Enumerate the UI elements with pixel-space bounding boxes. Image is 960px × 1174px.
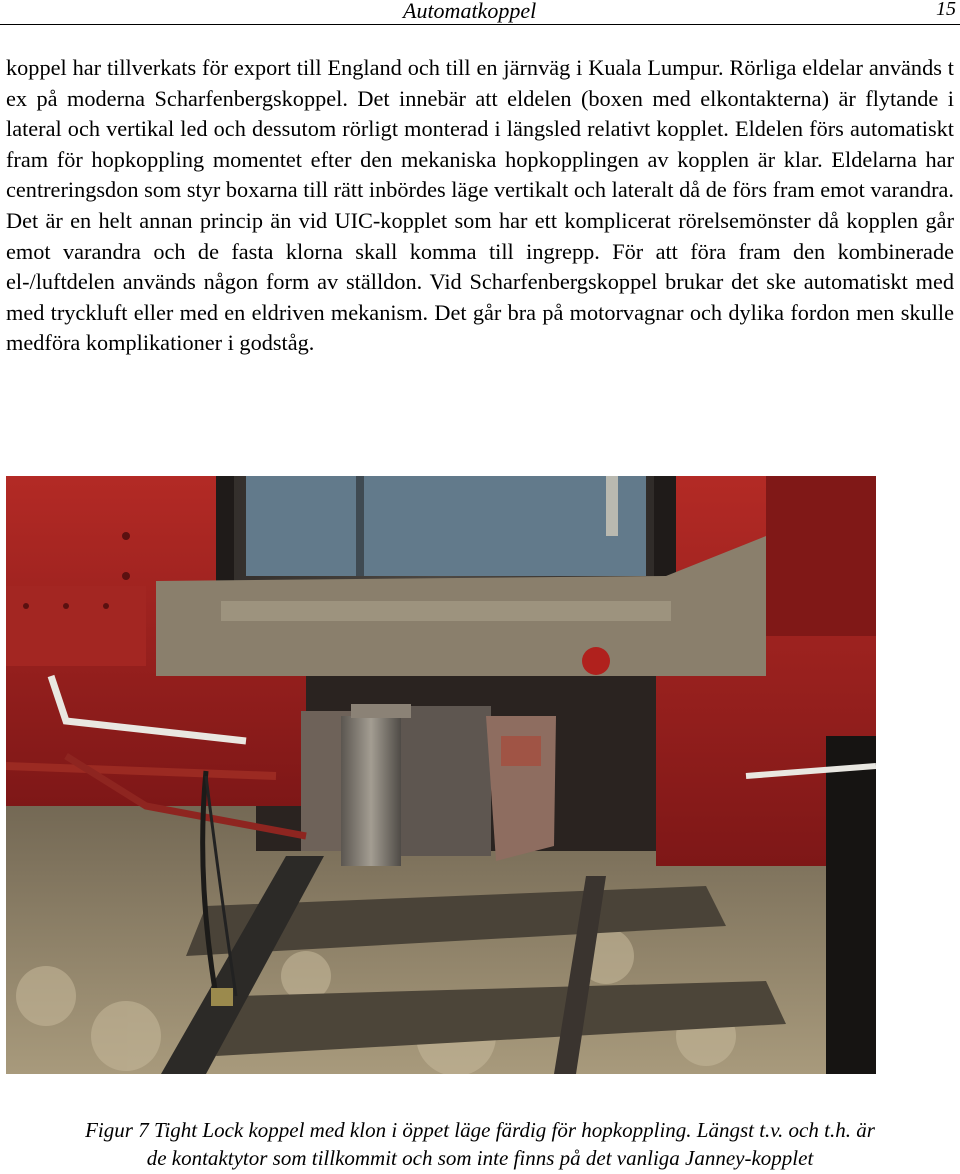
page-header [0, 0, 960, 25]
figure-caption [0, 1116, 960, 1172]
page-number: 15 [936, 0, 956, 20]
caption-line-2: de kontaktytor som tillkommit och som inte finns på det vanliga Janney-kopplet [146, 1146, 814, 1170]
header-title: Automatkoppel [403, 0, 537, 23]
coupler-photo [6, 476, 876, 1074]
caption-line-1: Figur 7 Tight Lock koppel med klon i öppet läge färdig för hopkoppling. Längst t.v. och t.h. är [85, 1118, 875, 1142]
body-paragraph: koppel har tillverkats för export till England och till en järnväg i Kuala Lumpur. Rörliga eldelar används t ex på moderna Scharfenbergskoppel. Det innebär att eldelen (boxen med elkontakterna) är flytande i lateral och vertikal led och dessutom rörligt monterad i längsled relativt kopplet. Eldelen förs automatiskt fram för hopkoppling momentet efter den mekaniska hopkopplingen av kopplen är klar. Eldelarna har centreringsdon som styr boxarna till rätt inbördes läge vertikalt och lateralt då de förs fram emot varandra. Det är en helt annan princip än vid UIC-kopplet som har ett komplicerat rörelsemönster då kopplen går emot varandra och de fasta klorna skall komma till ingrepp. För att föra fram den kombinerade el-/luftdelen används någon form av ställdon. Vid Scharfenbergskoppel brukar det ske automatiskt med med tryckluft eller med en eldriven mekanism. Det går bra på motorvagnar och dylika fordon men skulle medföra komplikationer i godståg. [6, 55, 954, 356]
